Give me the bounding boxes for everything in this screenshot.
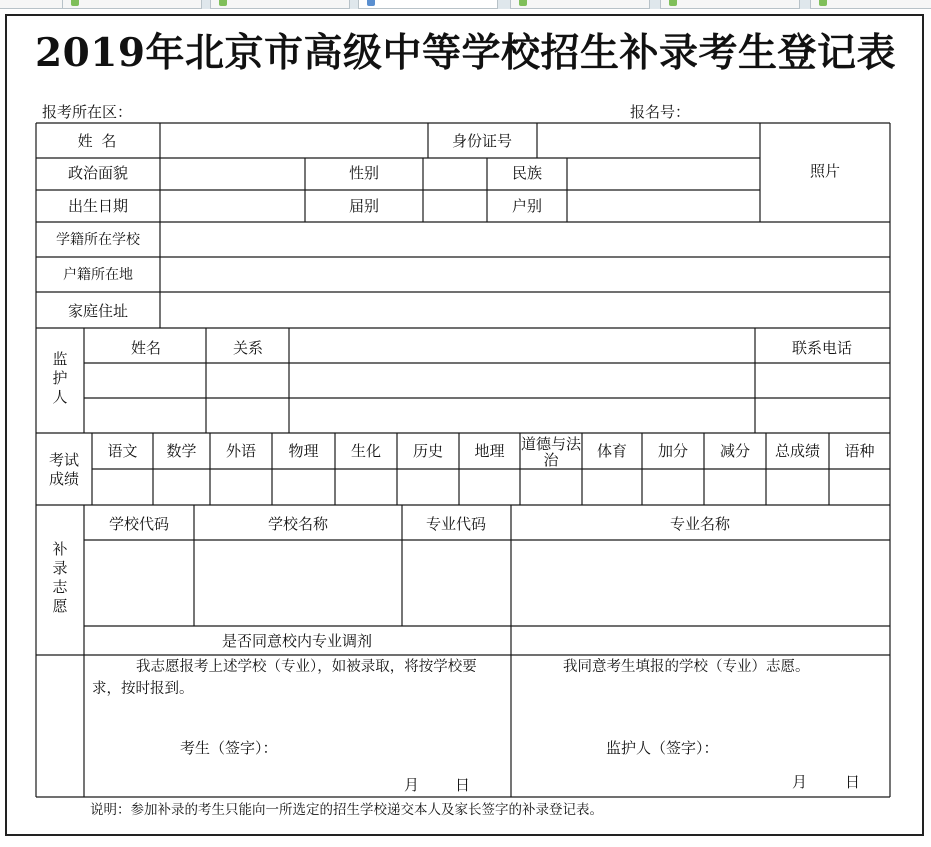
name-label: 姓 名 [77,132,119,150]
district-label: 报考所在区： [42,103,133,121]
guardian-relation-label: 关系 [232,339,264,357]
major-name-label: 专业名称 [669,515,731,533]
score-subject-header: 地理 [474,442,505,460]
score-subject-header: 语文 [107,442,138,460]
score-subject-header: 历史 [412,442,443,460]
gender-label: 性别 [348,164,380,182]
score-subject-header: 物理 [288,442,319,460]
hukou-type-label: 户别 [511,197,543,215]
student-day-label: 日 [455,776,471,794]
birthdate-label: 出生日期 [67,197,129,215]
ethnicity-label: 民族 [511,164,543,182]
score-subject-header: 加分 [657,442,688,460]
guardian-pledge-text: 我同意考生填报的学校（专业）志愿。 [563,659,810,675]
photo-label: 照片 [809,162,841,180]
home-address-label: 家庭住址 [67,302,129,320]
grade-label: 届别 [348,197,380,215]
score-subject-header: 外语 [225,442,256,460]
student-month-label: 月 [404,776,420,794]
score-subject-header: 语种 [844,442,875,460]
guardian-month-label: 月 [792,773,808,791]
score-subject-header: 总成绩 [774,442,820,460]
hukou-location-label: 户籍所在地 [63,267,133,283]
page-title: 2019年北京市高级中等学校招生补录考生登记表 [34,30,897,76]
guardian-name-label: 姓名 [130,339,162,357]
school-registry-label: 学籍所在学校 [56,232,140,248]
score-subject-header: 道德与法治 [521,435,582,469]
regno-label: 报名号： [630,103,691,121]
id-number-label: 身份证号 [451,132,513,150]
student-signature-label: 考生（签字）： [180,739,278,757]
supplement-section-label: 补录志愿 [52,540,68,615]
school-name-label: 学校名称 [267,515,329,533]
major-code-label: 专业代码 [425,515,487,533]
school-code-label: 学校代码 [108,515,170,533]
score-subject-header: 体育 [596,442,627,460]
scores-section-label: 考试成绩 [48,451,79,488]
guardian-section-label: 监护人 [52,350,68,406]
score-subject-header: 生化 [350,442,381,460]
guardian-phone-label: 联系电话 [791,339,853,357]
political-status-label: 政治面貌 [67,164,129,182]
score-subject-header: 数学 [166,442,197,460]
guardian-signature-label: 监护人（签字）： [606,739,719,757]
score-subject-header: 减分 [719,442,750,460]
footnote: 说明：参加补录的考生只能向一所选定的招生学校递交本人及家长签字的补录登记表。 [90,802,603,818]
student-pledge-text: 我志愿报考上述学校（专业），如被录取，将按学校要求，按时报到。 [92,659,477,697]
guardian-day-label: 日 [845,773,861,791]
adjust-consent-label: 是否同意校内专业调剂 [221,632,373,650]
